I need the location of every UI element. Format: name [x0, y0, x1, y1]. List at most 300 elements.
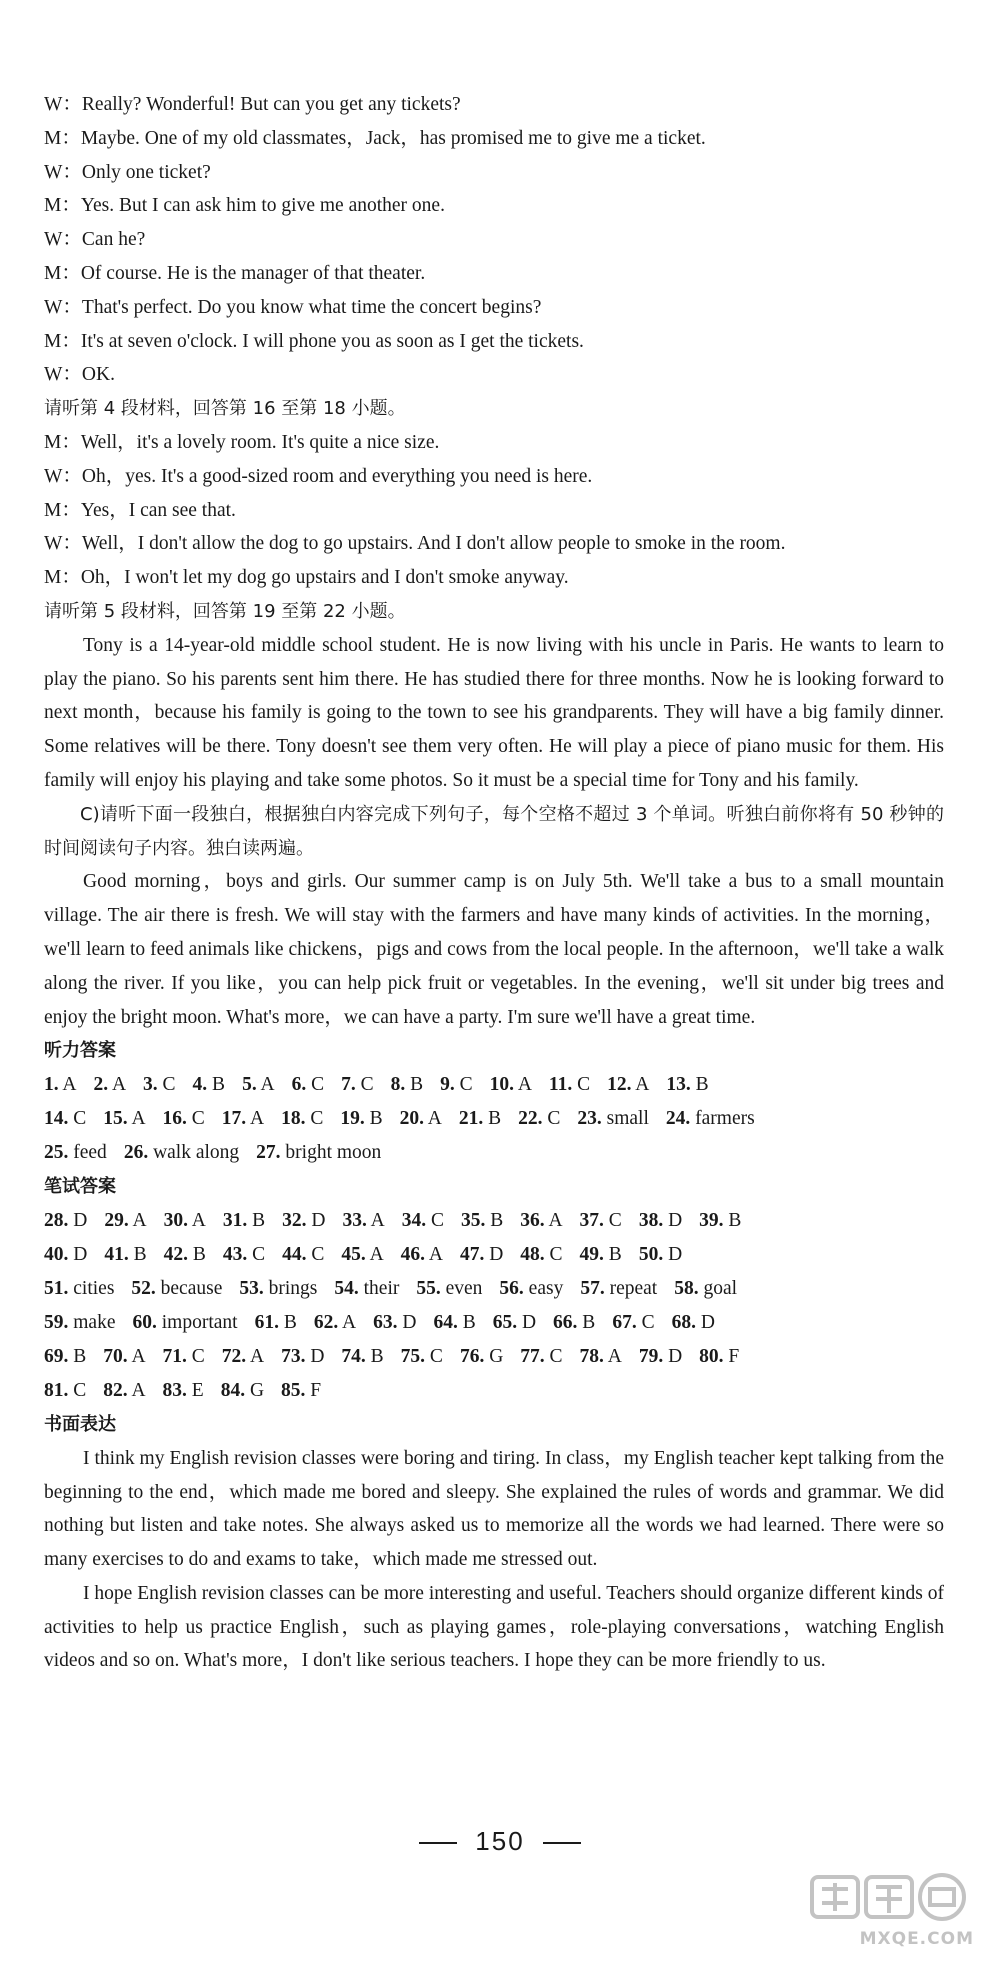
- answer-item: [416, 1272, 482, 1306]
- answer-item: [341, 1340, 383, 1374]
- answer-item: [553, 1306, 595, 1340]
- answer-value: C: [454, 1074, 473, 1096]
- answer-value: C: [157, 1074, 176, 1096]
- answer-item: [143, 1068, 176, 1102]
- answer-value: B: [723, 1209, 742, 1231]
- answer-value: B: [457, 1311, 476, 1333]
- answer-number: 40.: [44, 1243, 69, 1265]
- answer-item: [699, 1204, 741, 1238]
- answer-number: 63.: [373, 1311, 398, 1333]
- answer-value: C: [426, 1209, 445, 1231]
- answer-number: 26.: [123, 1142, 149, 1164]
- answer-value: cities: [68, 1277, 115, 1299]
- answer-value: A: [631, 1074, 650, 1096]
- answer-item: [400, 1102, 442, 1136]
- answer-value: A: [58, 1074, 77, 1096]
- answer-number: 12.: [607, 1074, 632, 1096]
- answer-item: [193, 1068, 226, 1102]
- answer-number: 79.: [638, 1345, 664, 1367]
- answer-item: [607, 1068, 649, 1102]
- answer-number: 3.: [143, 1074, 158, 1096]
- essay-paragraph: I think my English revision classes were boring and tiring. In class，my English teacher kept talking from the beginning to the end，which made me bored and sleepy. She explained the rules of words and grammar. We did nothing but listen and take notes. She always asked us to memorize all the words we had learned. There were so many exercises to do and exams to take，which made me stressed out.: [44, 1447, 944, 1571]
- answer-value: their: [358, 1277, 400, 1299]
- answer-item: [282, 1204, 325, 1238]
- answer-number: 80.: [699, 1345, 724, 1367]
- answer-number: 13.: [666, 1074, 691, 1096]
- answer-number: 47.: [459, 1243, 485, 1265]
- monologue: Good morning，boys and girls. Our summer camp is on July 5th. We'll take a bus to a small mountain village. The air there is fresh. We will stay with the farmers and have many kinds of activities. In the morning，we'll learn to feed animals like chickens，pigs and cows from the local people. In the afternoon，we'll take a walk along the river. If you like，you can help pick fruit or vegetables. In the evening，we'll sit under big trees and enjoy the bright moon. What's more，we can have a party. I'm sure we'll have a great time.: [44, 871, 944, 1028]
- answer-number: 6.: [291, 1074, 307, 1096]
- dialogue-line: M：Oh，I won't let my dog go upstairs and I don't smoke anyway.: [44, 567, 569, 589]
- answer-item: [699, 1340, 739, 1374]
- answer-number: 52.: [131, 1277, 156, 1299]
- answer-item: [340, 1102, 382, 1136]
- page-number-dash: [419, 1842, 457, 1844]
- answer-number: 19.: [340, 1108, 365, 1130]
- answer-item: [520, 1340, 562, 1374]
- answer-number: 44.: [282, 1243, 307, 1265]
- answer-value: C: [544, 1243, 563, 1265]
- answer-item: [44, 1272, 114, 1306]
- dialogue-line: W：Well，I don't allow the dog to go upstairs. And I don't allow people to smoke in the room.: [44, 533, 786, 555]
- answer-number: 49.: [579, 1243, 604, 1265]
- answer-item: [639, 1204, 682, 1238]
- answer-row: [44, 1204, 944, 1238]
- answer-item: [580, 1238, 622, 1272]
- dialogue-line: W：Really? Wonderful! But can you get any tickets?: [44, 94, 461, 115]
- answer-number: 62.: [313, 1311, 339, 1333]
- answer-number: 67.: [612, 1311, 637, 1333]
- answer-value: D: [663, 1243, 683, 1265]
- answer-item: [674, 1272, 737, 1306]
- answer-number: 51.: [44, 1277, 69, 1299]
- answer-item: [490, 1068, 532, 1102]
- answer-number: 4.: [192, 1074, 208, 1096]
- answer-row: [44, 1306, 944, 1340]
- answer-item: [314, 1306, 356, 1340]
- answer-item: [163, 1340, 205, 1374]
- answer-value: F: [305, 1379, 322, 1401]
- answer-item: [163, 1102, 205, 1136]
- answer-number: 16.: [162, 1108, 187, 1130]
- answer-number: 65.: [492, 1311, 518, 1333]
- answer-value: D: [306, 1209, 326, 1231]
- answer-value: farmers: [690, 1108, 755, 1130]
- answer-value: C: [186, 1345, 205, 1367]
- answer-item: [103, 1374, 145, 1408]
- answer-number: 57.: [580, 1277, 605, 1299]
- answer-value: B: [207, 1074, 226, 1096]
- answer-value: G: [484, 1345, 504, 1367]
- answer-item: [132, 1306, 237, 1340]
- answer-item: [672, 1306, 715, 1340]
- answer-item: [131, 1272, 222, 1306]
- answer-value: A: [127, 1345, 146, 1367]
- answer-number: 60.: [132, 1311, 157, 1333]
- answer-value: D: [397, 1311, 417, 1333]
- answer-item: [221, 1374, 264, 1408]
- answer-item: [391, 1068, 424, 1102]
- answer-value: B: [485, 1209, 504, 1231]
- answer-value: C: [68, 1379, 87, 1401]
- answer-value: A: [256, 1074, 275, 1096]
- answer-value: because: [155, 1277, 223, 1299]
- answer-value: D: [663, 1209, 683, 1231]
- answer-item: [44, 1374, 86, 1408]
- answer-item: [518, 1102, 560, 1136]
- answer-value: B: [405, 1074, 424, 1096]
- answer-item: [459, 1102, 501, 1136]
- answer-number: 14.: [44, 1108, 69, 1130]
- watermark-logo: [810, 1871, 970, 1923]
- answer-number: 28.: [44, 1209, 69, 1231]
- answer-value: D: [695, 1311, 715, 1333]
- answer-value: A: [128, 1209, 147, 1231]
- answer-item: [223, 1204, 265, 1238]
- answer-item: [103, 1340, 145, 1374]
- answer-item: [493, 1306, 536, 1340]
- answer-item: [401, 1340, 443, 1374]
- answer-value: F: [723, 1345, 740, 1367]
- answer-number: 50.: [638, 1243, 664, 1265]
- answer-item: [520, 1238, 562, 1272]
- answer-value: E: [186, 1379, 204, 1401]
- answer-number: 43.: [222, 1243, 248, 1265]
- answer-value: A: [544, 1209, 563, 1231]
- answer-row: [44, 1238, 944, 1272]
- watermark-url: MXQE.COM: [859, 1929, 974, 1949]
- answer-number: 15.: [103, 1108, 128, 1130]
- answer-value: B: [603, 1243, 622, 1265]
- answer-number: 64.: [433, 1311, 458, 1333]
- answer-item: [242, 1068, 275, 1102]
- answer-value: C: [603, 1209, 622, 1231]
- answer-number: 45.: [341, 1243, 366, 1265]
- page-number-dash: [543, 1842, 581, 1844]
- answer-value: feed: [68, 1142, 107, 1164]
- answer-value: C: [636, 1311, 655, 1333]
- answer-item: [612, 1306, 654, 1340]
- answer-item: [520, 1204, 562, 1238]
- answer-value: D: [517, 1311, 537, 1333]
- essay-paragraph: I hope English revision classes can be more interesting and useful. Teachers should organize different kinds of activities to help us practice English，such as playing games，role-playing conversations，watching English videos and so on. What's more，I don't like serious teachers. I hope they can be more friendly to us.: [44, 1582, 944, 1672]
- answer-value: A: [246, 1108, 265, 1130]
- answer-row: [44, 1068, 944, 1102]
- instruction-section-c: C)请听下面一段独白，根据独白内容完成下列句子，每个空格不超过 3 个单词。听独白前你将有 50 秒钟的时间阅读句子内容。独白读两遍。: [44, 803, 944, 859]
- answer-number: 9.: [440, 1074, 455, 1096]
- answer-number: 58.: [674, 1277, 699, 1299]
- answer-number: 84.: [220, 1379, 246, 1401]
- answer-number: 2.: [93, 1074, 109, 1096]
- answer-item: [44, 1102, 86, 1136]
- answer-item: [341, 1238, 383, 1272]
- answer-item: [580, 1272, 657, 1306]
- passage-5: Tony is a 14-year-old middle school student. He is now living with his uncle in Paris. He wants to learn to play the piano. So his parents sent him there. He has studied there for three months. Now he is looking forward to next month，because his family is going to the town to see his grandparents. They will have a big family dinner. Some relatives will be there. Tony doesn't see them very often. He will play a piece of piano music for them. His family will enjoy his playing and take some photos. So it must be a special time for Tony and his family.: [44, 634, 944, 791]
- answer-number: 31.: [222, 1209, 248, 1231]
- answer-value: B: [365, 1345, 384, 1367]
- answer-number: 36.: [520, 1209, 545, 1231]
- answer-item: [44, 1340, 86, 1374]
- answer-item: [577, 1102, 649, 1136]
- answer-item: [103, 1102, 145, 1136]
- answer-number: 54.: [334, 1277, 359, 1299]
- answer-number: 20.: [399, 1108, 424, 1130]
- answer-item: [222, 1340, 264, 1374]
- page-number-text: 150: [475, 1826, 525, 1856]
- answer-number: 10.: [489, 1074, 515, 1096]
- answer-number: 61.: [254, 1311, 279, 1333]
- answer-row: [44, 1102, 944, 1136]
- answer-number: 46.: [400, 1243, 426, 1265]
- instruction-section-5: 请听第 5 段材料，回答第 19 至第 22 小题。: [44, 600, 406, 622]
- answer-number: 22.: [518, 1108, 543, 1130]
- answer-item: [580, 1204, 622, 1238]
- answer-value: B: [364, 1108, 383, 1130]
- answer-number: 78.: [579, 1345, 604, 1367]
- answer-value: C: [247, 1243, 266, 1265]
- answer-item: [104, 1238, 146, 1272]
- answer-item: [222, 1102, 264, 1136]
- dialogue-line: W：OK.: [44, 364, 115, 386]
- answer-item: [433, 1306, 475, 1340]
- answer-value: A: [514, 1074, 532, 1096]
- answer-value: B: [483, 1108, 502, 1130]
- dialogue-line: M：Of course. He is the manager of that theater.: [44, 262, 426, 284]
- answer-value: A: [108, 1074, 127, 1096]
- answer-row: [44, 1272, 944, 1306]
- answer-number: 41.: [104, 1243, 129, 1265]
- answer-item: [124, 1136, 239, 1170]
- answer-number: 5.: [242, 1074, 257, 1096]
- dialogue-line: W：Oh，yes. It's a good-sized room and everything you need is here.: [44, 465, 593, 487]
- answer-value: C: [305, 1108, 324, 1130]
- answer-value: important: [156, 1311, 238, 1333]
- written-answers-heading: 笔试答案: [44, 1176, 116, 1198]
- answer-number: 23.: [577, 1108, 602, 1130]
- written-answers: [44, 1204, 944, 1408]
- answer-number: 70.: [103, 1345, 128, 1367]
- answer-number: 85.: [281, 1379, 306, 1401]
- answer-number: 34.: [401, 1209, 427, 1231]
- answer-number: 55.: [416, 1277, 441, 1299]
- answer-item: [281, 1340, 324, 1374]
- answer-item: [373, 1306, 416, 1340]
- answer-number: 66.: [553, 1311, 578, 1333]
- answer-value: D: [663, 1345, 683, 1367]
- answer-value: A: [365, 1243, 384, 1265]
- answer-value: easy: [523, 1277, 564, 1299]
- answer-value: walk along: [148, 1142, 240, 1164]
- answer-item: [461, 1204, 503, 1238]
- answer-number: 35.: [461, 1209, 486, 1231]
- answer-item: [44, 1068, 77, 1102]
- answer-number: 18.: [281, 1108, 306, 1130]
- answer-item: [44, 1238, 87, 1272]
- answer-number: 82.: [103, 1379, 128, 1401]
- answer-item: [580, 1340, 622, 1374]
- answer-number: 39.: [699, 1209, 724, 1231]
- answer-item: [163, 1374, 204, 1408]
- answer-item: [334, 1272, 399, 1306]
- answer-value: A: [127, 1379, 146, 1401]
- answer-value: C: [425, 1345, 443, 1367]
- answer-number: 73.: [281, 1345, 306, 1367]
- answer-item: [281, 1374, 321, 1408]
- answer-number: 33.: [342, 1209, 367, 1231]
- answer-item: [460, 1238, 503, 1272]
- page-number: [0, 1826, 1000, 1857]
- answer-value: B: [128, 1243, 147, 1265]
- answer-item: [402, 1204, 444, 1238]
- answer-value: A: [246, 1345, 265, 1367]
- answer-item: [639, 1340, 682, 1374]
- answer-value: B: [690, 1074, 709, 1096]
- answer-item: [164, 1204, 206, 1238]
- answer-value: D: [68, 1243, 88, 1265]
- dialogue-line: M：Yes. But I can ask him to give me another one.: [44, 195, 445, 217]
- answer-number: 11.: [548, 1074, 573, 1096]
- answer-value: A: [187, 1209, 206, 1231]
- answer-item: [94, 1068, 127, 1102]
- answer-item: [440, 1068, 473, 1102]
- answer-row: [44, 1340, 944, 1374]
- answer-number: 17.: [221, 1108, 247, 1130]
- essay-heading: 书面表达: [44, 1413, 116, 1435]
- answer-value: A: [425, 1243, 443, 1265]
- answer-number: 74.: [341, 1345, 366, 1367]
- dialogue-line: M：Yes，I can see that.: [44, 499, 236, 521]
- answer-value: C: [186, 1108, 205, 1130]
- answer-row: [44, 1136, 944, 1170]
- answer-value: C: [572, 1074, 591, 1096]
- answer-row: [44, 1374, 944, 1408]
- answer-number: 71.: [162, 1345, 187, 1367]
- page-content: [44, 88, 944, 1678]
- answer-value: brings: [263, 1277, 318, 1299]
- answer-value: C: [68, 1108, 87, 1130]
- answer-number: 48.: [520, 1243, 545, 1265]
- answer-number: 72.: [221, 1345, 247, 1367]
- answer-number: 8.: [390, 1074, 406, 1096]
- answer-number: 37.: [579, 1209, 604, 1231]
- answer-number: 7.: [341, 1074, 356, 1096]
- answer-value: C: [542, 1108, 561, 1130]
- answer-value: goal: [698, 1277, 738, 1299]
- answer-item: [44, 1306, 115, 1340]
- answer-value: even: [440, 1277, 483, 1299]
- instruction-section-4: 请听第 4 段材料，回答第 16 至第 18 小题。: [44, 398, 406, 420]
- answer-number: 59.: [44, 1311, 69, 1333]
- dialogue-4: [44, 426, 944, 595]
- answer-value: G: [245, 1379, 265, 1401]
- listening-answers-heading: 听力答案: [44, 1040, 116, 1062]
- answer-item: [281, 1102, 323, 1136]
- answer-number: 38.: [638, 1209, 664, 1231]
- answer-item: [256, 1136, 381, 1170]
- answer-number: 27.: [256, 1142, 281, 1164]
- answer-value: A: [366, 1209, 385, 1231]
- dialogue-line: W：That's perfect. Do you know what time the concert begins?: [44, 296, 542, 318]
- answer-item: [44, 1136, 107, 1170]
- answer-item: [401, 1238, 443, 1272]
- answer-value: B: [577, 1311, 596, 1333]
- answer-value: C: [306, 1074, 325, 1096]
- answer-number: 68.: [671, 1311, 696, 1333]
- answer-value: D: [68, 1209, 88, 1231]
- answer-number: 83.: [162, 1379, 187, 1401]
- answer-item: [223, 1238, 265, 1272]
- answer-number: 77.: [520, 1345, 545, 1367]
- answer-number: 29.: [104, 1209, 129, 1231]
- answer-number: 24.: [665, 1108, 691, 1130]
- answer-item: [639, 1238, 682, 1272]
- answer-item: [666, 1102, 755, 1136]
- answer-number: 21.: [458, 1108, 484, 1130]
- answer-number: 42.: [163, 1243, 188, 1265]
- dialogue-line: M：Maybe. One of my old classmates，Jack，has promised me to give me a ticket.: [44, 127, 706, 149]
- answer-value: D: [305, 1345, 325, 1367]
- answer-value: A: [603, 1345, 622, 1367]
- answer-value: B: [247, 1209, 266, 1231]
- answer-value: bright moon: [280, 1142, 382, 1164]
- answer-number: 25.: [44, 1142, 69, 1164]
- answer-item: [341, 1068, 374, 1102]
- dialogue-3: [44, 88, 944, 392]
- answer-item: [255, 1306, 297, 1340]
- answer-number: 81.: [44, 1379, 69, 1401]
- answer-item: [292, 1068, 325, 1102]
- answer-number: 76.: [459, 1345, 485, 1367]
- answer-value: A: [127, 1108, 146, 1130]
- answer-value: A: [423, 1108, 442, 1130]
- answer-value: make: [68, 1311, 116, 1333]
- answer-value: D: [484, 1243, 504, 1265]
- answer-number: 75.: [400, 1345, 426, 1367]
- answer-item: [104, 1204, 146, 1238]
- listening-answers: [44, 1068, 944, 1170]
- answer-item: [239, 1272, 317, 1306]
- answer-value: B: [68, 1345, 87, 1367]
- answer-value: C: [355, 1074, 374, 1096]
- answer-item: [460, 1340, 503, 1374]
- answer-item: [549, 1068, 590, 1102]
- dialogue-line: M：It's at seven o'clock. I will phone you as soon as I get the tickets.: [44, 330, 584, 352]
- answer-number: 53.: [239, 1277, 264, 1299]
- answer-item: [666, 1068, 708, 1102]
- answer-item: [44, 1204, 87, 1238]
- answer-item: [342, 1204, 384, 1238]
- dialogue-line: W：Can he?: [44, 229, 146, 251]
- answer-value: B: [278, 1311, 297, 1333]
- answer-value: C: [306, 1243, 325, 1265]
- watermark: [808, 1871, 978, 1949]
- dialogue-line: W：Only one ticket?: [44, 161, 211, 183]
- answer-number: 69.: [44, 1345, 69, 1367]
- answer-item: [499, 1272, 563, 1306]
- answer-number: 32.: [282, 1209, 307, 1231]
- answer-value: repeat: [604, 1277, 658, 1299]
- answer-number: 30.: [163, 1209, 188, 1231]
- answer-item: [282, 1238, 324, 1272]
- dialogue-line: M：Well，it's a lovely room. It's quite a nice size.: [44, 431, 440, 453]
- answer-value: A: [338, 1311, 357, 1333]
- answer-number: 1.: [44, 1074, 59, 1096]
- answer-value: B: [187, 1243, 206, 1265]
- answer-number: 56.: [499, 1277, 524, 1299]
- answer-value: C: [544, 1345, 563, 1367]
- answer-value: small: [601, 1108, 649, 1130]
- answer-item: [164, 1238, 206, 1272]
